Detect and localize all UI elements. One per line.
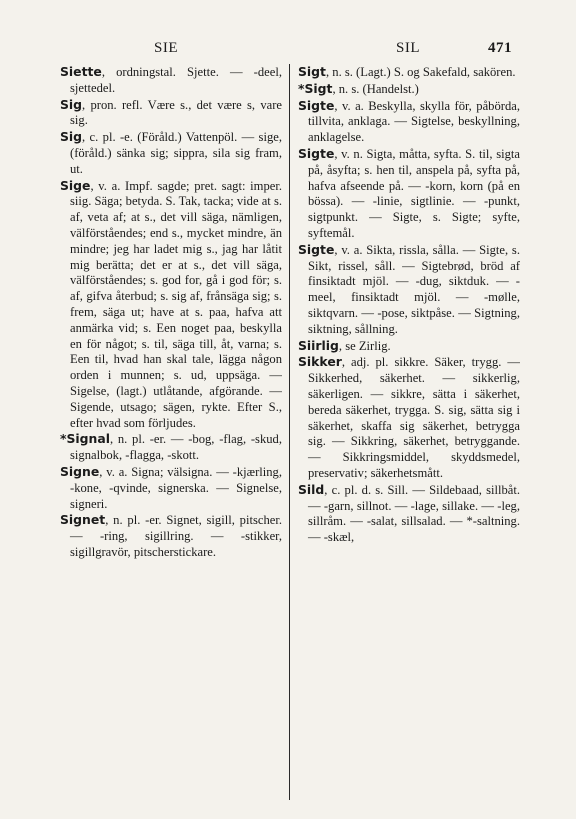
dictionary-entry: Signe, v. a. Signa; välsigna. — -kjærling, -kone, -qvinde, signerska. — Signelse, signeri. (60, 463, 282, 511)
dictionary-entry: Siette, ordningstal. Sjette. — -deel, sjettedel. (60, 64, 282, 95)
headword: Sild (298, 481, 325, 497)
headword: *Signal (60, 431, 110, 447)
headword: Sikker (298, 354, 342, 370)
headword: Sigte (298, 97, 335, 113)
header-left-guideword: SIE (154, 40, 178, 56)
headword: Sigte (298, 241, 335, 257)
dictionary-entry: Sikker, adj. pl. sikkre. Säker, trygg. — Sikkerhed, säkerhet. — sikkerlig, säkerligen. — sikkre, sätta i säkerhet, bereda säkerhet, trygga. S. sig, sätta sig i säkerhet, skaffa sig säkerhet, betrygga sig. — Sikkring, säkerhet, betryggande. — Sikkringsmiddel, skyddsmedel, preservativ; säkerhetsmått. (298, 354, 520, 480)
dictionary-entry: *Signal, n. pl. -er. — -bog, -flag, -skud, signalbok, -flagga, -skott. (60, 431, 282, 463)
dictionary-entry: Sigte, v. a. Sikta, rissla, sålla. — Sigte, s. Sikt, rissel, såll. — Sigtebrød, bröd af finsiktadt mjöl. — -dug, siktduk. — -meel, finsiktadt mjöl. — -mølle, siktqvarn. — -pose, siktpåse. — Sigtning, siktning, sållning. (298, 241, 520, 336)
left-column (60, 64, 282, 794)
dictionary-entry: Sigte, v. n. Sigta, måtta, syfta. S. til, sigta på, åsyfta; s. hen til, anspela på, syfta på, hafva afseende på. — -korn, korn (på en bössa). — -linie, sigtlinie. — -punkt, sigtpunkt. — Sigte, s. Sigte; syfte, syftemål. (298, 145, 520, 240)
headword: Signet (60, 512, 106, 528)
dictionary-entry: Signet, n. pl. -er. Signet, sigill, pitscher. — -ring, sigillring. — -stikker, sigillgravör, pitscherstickare. (60, 512, 282, 559)
headword: Siirlig (298, 337, 339, 353)
column-divider (289, 64, 290, 800)
headword: Siette (60, 64, 102, 79)
headword: *Sigt (298, 80, 333, 96)
dictionary-entry: *Sigt, n. s. (Handelst.) (298, 80, 419, 96)
headword: Signe (60, 463, 100, 479)
right-column (298, 64, 520, 794)
dictionary-entry: Sigt, n. s. (Lagt.) S. og Sakefald, sakören. (298, 64, 516, 79)
headword: Sigte (298, 145, 335, 161)
headword: Sige (60, 177, 91, 193)
dictionary-entry: Sige, v. a. Impf. sagde; pret. sagt: imper. siig. Säga; betyda. S. Tak, tacka; vide at s. af, veta af; at s., det vill säga, nämligen, välförståendes; end s., mycket mindre, än mindre; jeg har ladet mig s., jag har låtit mig berätta; det er at s., det vill säga, välförståendes; s. god for, gå i god för; s. af, gifva återbud; s. sig af, frånsäga sig; s. frem, säga ut; have at s. paa, hafva att anmärka vid; s. Een noget paa, beskylla en för något; s. til, säga till, åt, varna; s. Een til, hvad han skal tale, lägga någon orden i munnen; s. ud, uppsäga. — Sigelse, (lagt.) utlåtande, afgörande. — Sigende, utsago; sägen, rykte. Efter S., efter hvad som förljudes. (60, 177, 282, 430)
headword: Sigt (298, 64, 326, 79)
header-right-guideword: SIL (396, 40, 420, 56)
dictionary-entry: Sig, c. pl. -e. (Föråld.) Vattenpöl. — sige, (föråld.) sänka sig; sippra, sila sig fram, ut. (60, 129, 282, 176)
page-header (60, 40, 516, 60)
dictionary-entry: Sild, c. pl. d. s. Sill. — Sildebaad, sillbåt. — -garn, sillnot. — -lage, sillake. — -leg, sillråm. — -salat, sillsalad. — *-saltning. — -skæl, (298, 481, 520, 545)
headword: Sig (60, 129, 83, 145)
dictionary-entry: Sig, pron. refl. Være s., det være s, vare sig. (60, 96, 282, 128)
headword: Sig (60, 96, 83, 112)
page-number: 471 (488, 40, 512, 56)
dictionary-entry: Siirlig, se Zirlig. (298, 337, 391, 353)
dictionary-entry: Sigte, v. a. Beskylla, skylla för, påbörda, tillvita, anklaga. — Sigtelse, beskyllning, anklagelse. (298, 97, 520, 145)
